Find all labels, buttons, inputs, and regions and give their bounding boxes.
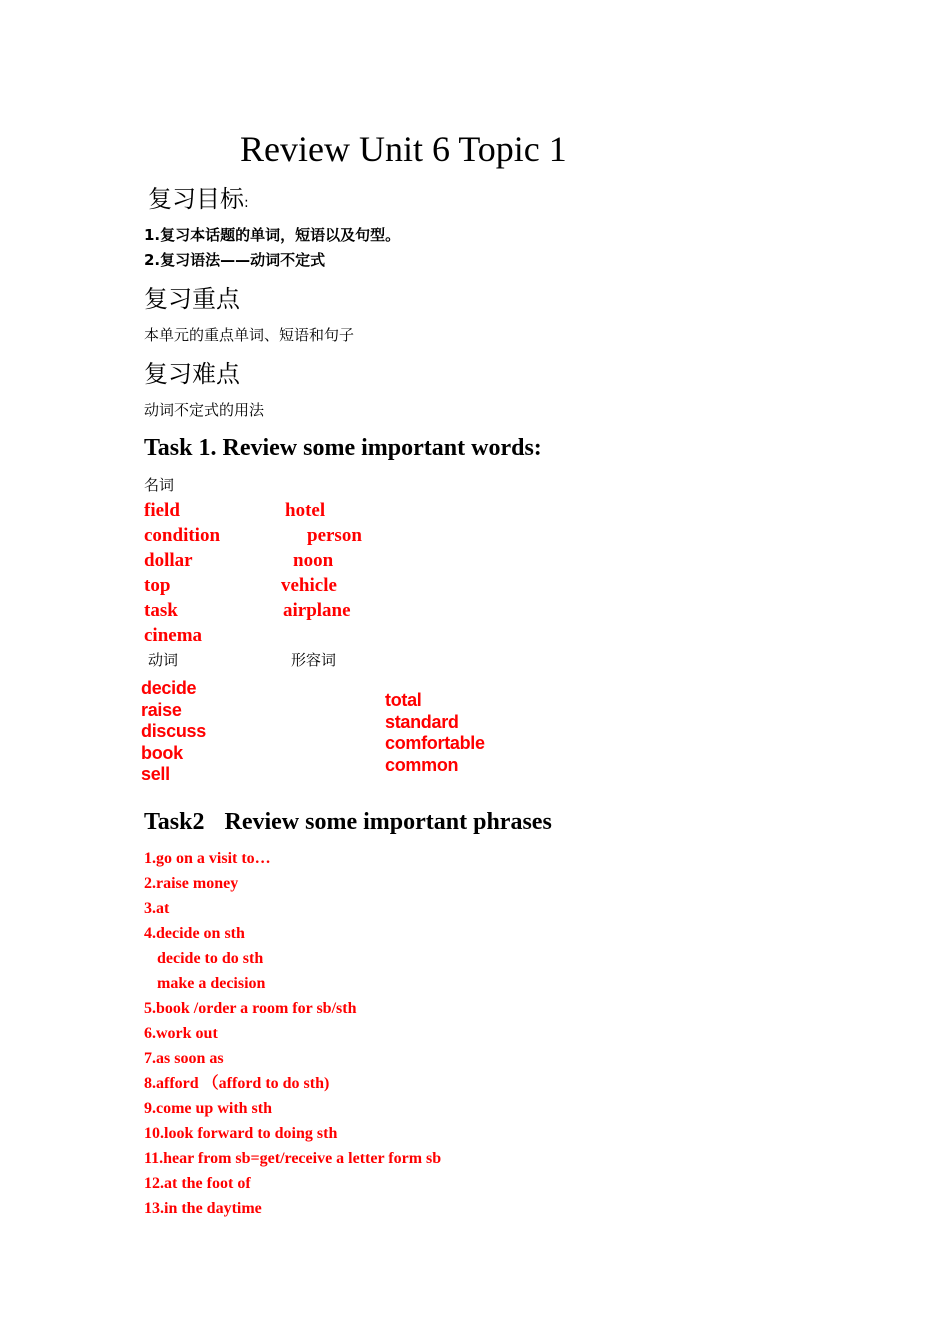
adjectives-label: 形容词 [291, 651, 337, 669]
phrase-item: 7.as soon as [144, 1050, 224, 1067]
phrase-item: 8.afford （afford to do sth) [144, 1075, 330, 1092]
noun-left-3: dollar [144, 550, 193, 571]
phrase-item: 1.go on a visit to… [144, 850, 271, 867]
focus-heading: 复习重点 [144, 285, 240, 313]
noun-right-1: hotel [285, 500, 326, 521]
phrase-item: 10.look forward to doing sth [144, 1125, 338, 1142]
verb-item: raise [141, 699, 182, 720]
noun-left-6: cinema [144, 625, 203, 646]
phrase-item: 5.book /order a room for sb/sth [144, 1000, 357, 1017]
noun-left-2: condition [144, 525, 221, 546]
focus-text: 本单元的重点单词、短语和句子 [144, 326, 355, 344]
phrase-item: 4.decide on sth [144, 925, 245, 942]
noun-right-3: noon [293, 550, 334, 571]
difficulty-text: 动词不定式的用法 [144, 401, 265, 419]
phrase-item: make a decision [157, 975, 266, 992]
verb-item: book [141, 742, 183, 763]
noun-left-1: field [144, 500, 180, 521]
verbs-label: 动词 [148, 651, 179, 669]
adjective-item: comfortable [385, 733, 485, 753]
phrase-item: 2.raise money [144, 875, 239, 892]
adjective-item: common [385, 754, 459, 775]
goal-item-2: 2.复习语法——动词不定式 [144, 251, 326, 269]
phrase-item: 13.in the daytime [144, 1200, 262, 1217]
task1-heading: Task 1. Review some important words: [144, 435, 542, 461]
noun-right-2: person [307, 525, 362, 546]
verb-item: discuss [141, 721, 206, 741]
phrase-item: 9.come up with sth [144, 1100, 273, 1117]
noun-left-4: top [144, 575, 171, 596]
phrases-list [144, 846, 441, 1221]
verbs-list [141, 678, 206, 786]
phrase-item: 12.at the foot of [144, 1175, 251, 1192]
task2-heading-task: Task2 [144, 809, 205, 835]
phrase-item: 6.work out [144, 1025, 218, 1042]
verb-item: decide [141, 678, 197, 698]
nouns-label: 名词 [144, 476, 175, 494]
adjectives-list [385, 690, 485, 776]
phrase-item: 3.at [144, 900, 170, 917]
difficulty-heading: 复习难点 [144, 360, 240, 388]
page-title: Review Unit 6 Topic 1 [240, 129, 567, 169]
task2-heading [144, 807, 552, 837]
goals-heading-text: 复习目标 [148, 185, 244, 213]
goals-heading [148, 184, 249, 218]
phrase-item: decide to do sth [157, 950, 264, 967]
adjective-item: total [385, 690, 422, 710]
noun-right-4: vehicle [281, 575, 337, 596]
noun-right-5: airplane [283, 600, 351, 621]
verb-item: sell [141, 764, 170, 784]
noun-left-5: task [144, 600, 178, 621]
goal-item-1: 1.复习本话题的单词，短语以及句型。 [144, 226, 401, 244]
phrase-item: 11.hear from sb=get/receive a letter form sb [144, 1150, 442, 1167]
task2-heading-text: Review some important phrases [224, 809, 552, 835]
goals-heading-colon: : [244, 195, 249, 211]
adjective-item: standard [385, 711, 459, 732]
